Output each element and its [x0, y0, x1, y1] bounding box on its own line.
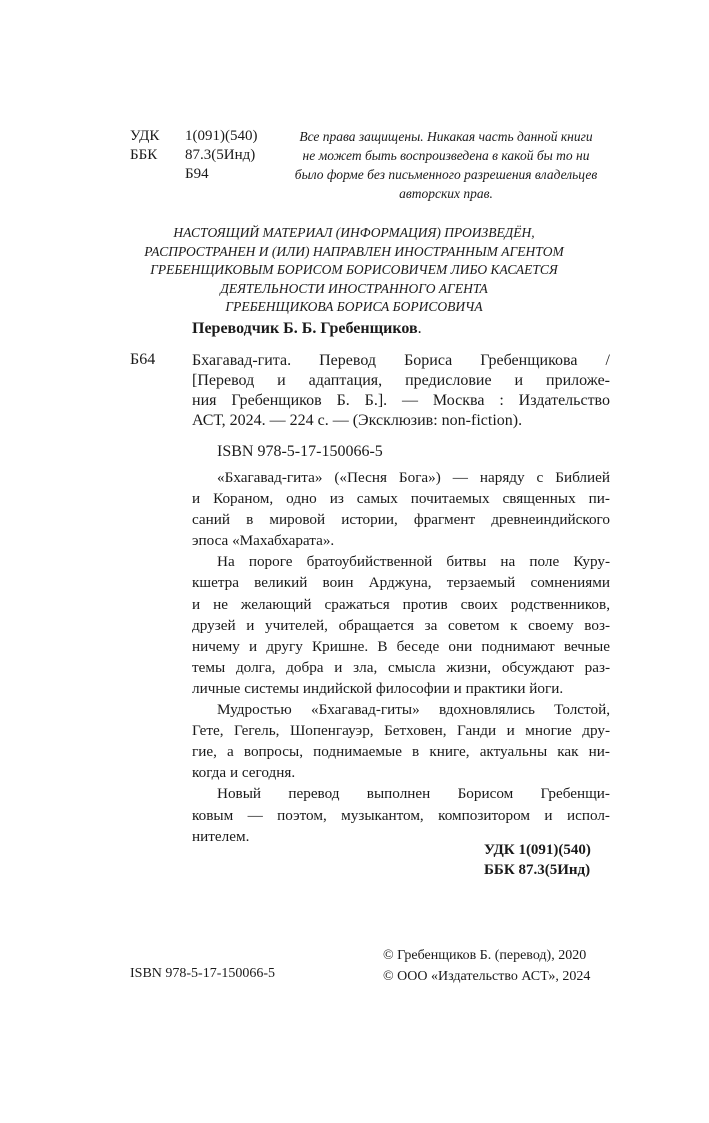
author-mark: Б94 — [185, 166, 209, 182]
annotation-line: Мудростью «Бхагавад-гиты» вдохновлялись Толстой, — [217, 701, 610, 719]
annotation — [192, 467, 610, 847]
copyright-block — [383, 945, 590, 987]
classification-block — [130, 127, 280, 187]
annotation-line: саний в мировой истории, фрагмент древнеиндийского — [192, 511, 610, 529]
annotation-line: ничему и другу Кришне. В беседе они поднимают вечные — [192, 637, 610, 655]
bbk-label: ББК — [130, 147, 158, 163]
annotation-line: личные системы индийской философии и практики йоги. — [192, 679, 564, 697]
annotation-line: темы долга, добра и зла, смысла жизни, обсуждают раз- — [192, 658, 610, 676]
annotation-paragraph — [192, 467, 610, 551]
annotation-line: и Кораном, одно из самых почитаемых священных пи- — [192, 490, 610, 508]
annotation-line: ковым — поэтом, музыкантом, композитором и испол- — [192, 806, 610, 824]
bbk-code-bottom: ББК 87.3(5Инд) — [484, 862, 591, 878]
copyright-line: © ООО «Издательство АСТ», 2024 — [383, 969, 591, 984]
annotation-paragraph — [192, 783, 610, 846]
annotation-line: друзей и учителей, обращается за советом к своему воз- — [192, 616, 610, 634]
annotation-line: Гете, Гегель, Шопенгауэр, Бетховен, Ганди и многие дру- — [192, 722, 610, 740]
udk-code-bottom: УДК 1(091)(540) — [484, 842, 591, 858]
annotation-line: эпоса «Махабхарата». — [192, 532, 335, 550]
biblio-line: [Перевод и адаптация, предисловие и приложе- — [192, 372, 610, 389]
rights-line: не может быть воспроизведена в какой бы то ни — [302, 148, 590, 163]
bibliographic-record — [192, 351, 610, 431]
udk-label: УДК — [130, 128, 160, 144]
rights-notice — [280, 127, 612, 203]
translator-name: Переводчик Б. Б. Гребенщиков — [192, 320, 418, 337]
catalog-code: Б64 — [130, 351, 156, 368]
copyright-line: © Гребенщиков Б. (перевод), 2020 — [383, 948, 587, 963]
udk-value: 1(091)(540) — [185, 128, 258, 144]
annotation-line: Новый перевод выполнен Борисом Гребенщи- — [217, 785, 610, 803]
foreign-agent-notice — [118, 224, 590, 317]
isbn-main: ISBN 978-5-17-150066-5 — [217, 443, 383, 460]
rights-line: авторских прав. — [399, 186, 493, 201]
bbk-value: 87.3(5Инд) — [185, 147, 256, 163]
biblio-line: АСТ, 2024. — 224 с. — (Эксклюзив: non-fiction). — [192, 412, 523, 429]
rights-line: Все права защищены. Никакая часть данной книги — [299, 129, 593, 144]
annotation-line: когда и сегодня. — [192, 764, 296, 782]
foreign-agent-line: РАСПРОСТРАНЕН И (ИЛИ) НАПРАВЛЕН ИНОСТРАННЫМ АГЕНТОМ — [144, 243, 564, 259]
annotation-line: нителем. — [192, 827, 250, 845]
annotation-paragraph — [192, 551, 610, 699]
annotation-line: «Бхагавад-гита» («Песня Бога») — наряду с Библией — [217, 469, 610, 486]
foreign-agent-line: НАСТОЯЩИЙ МАТЕРИАЛ (ИНФОРМАЦИЯ) ПРОИЗВЕДЁН, — [173, 225, 535, 240]
classification-codes-bottom — [484, 840, 591, 880]
annotation-line: На пороге братоубийственной битвы на поле Куру- — [217, 553, 610, 571]
translator-dot: . — [417, 320, 422, 337]
translator-credit — [192, 320, 422, 338]
rights-line: было форме без письменного разрешения владельцев — [294, 167, 598, 182]
foreign-agent-line: ГРЕБЕНЩИКОВЫМ БОРИСОМ БОРИСОВИЧЕМ ЛИБО КАСАЕТСЯ — [150, 262, 558, 277]
biblio-line: Бхагавад-гита. Перевод Бориса Гребенщикова / — [192, 352, 610, 369]
isbn-bottom: ISBN 978-5-17-150066-5 — [130, 966, 276, 981]
foreign-agent-line: ГРЕБЕНЩИКОВА БОРИСА БОРИСОВИЧА — [225, 299, 483, 314]
biblio-line: ния Гребенщиков Б. Б.]. — Москва : Издательство — [192, 392, 610, 409]
annotation-paragraph — [192, 699, 610, 783]
annotation-line: кшетра великий воин Арджуна, терзаемый сомнениями — [192, 574, 610, 592]
foreign-agent-line: ДЕЯТЕЛЬНОСТИ ИНОСТРАННОГО АГЕНТА — [220, 280, 488, 296]
annotation-line: гие, а вопросы, поднимаемые в книге, актуальны как ни- — [192, 743, 610, 761]
annotation-line: и не желающий сражаться против своих родственников, — [192, 595, 610, 613]
